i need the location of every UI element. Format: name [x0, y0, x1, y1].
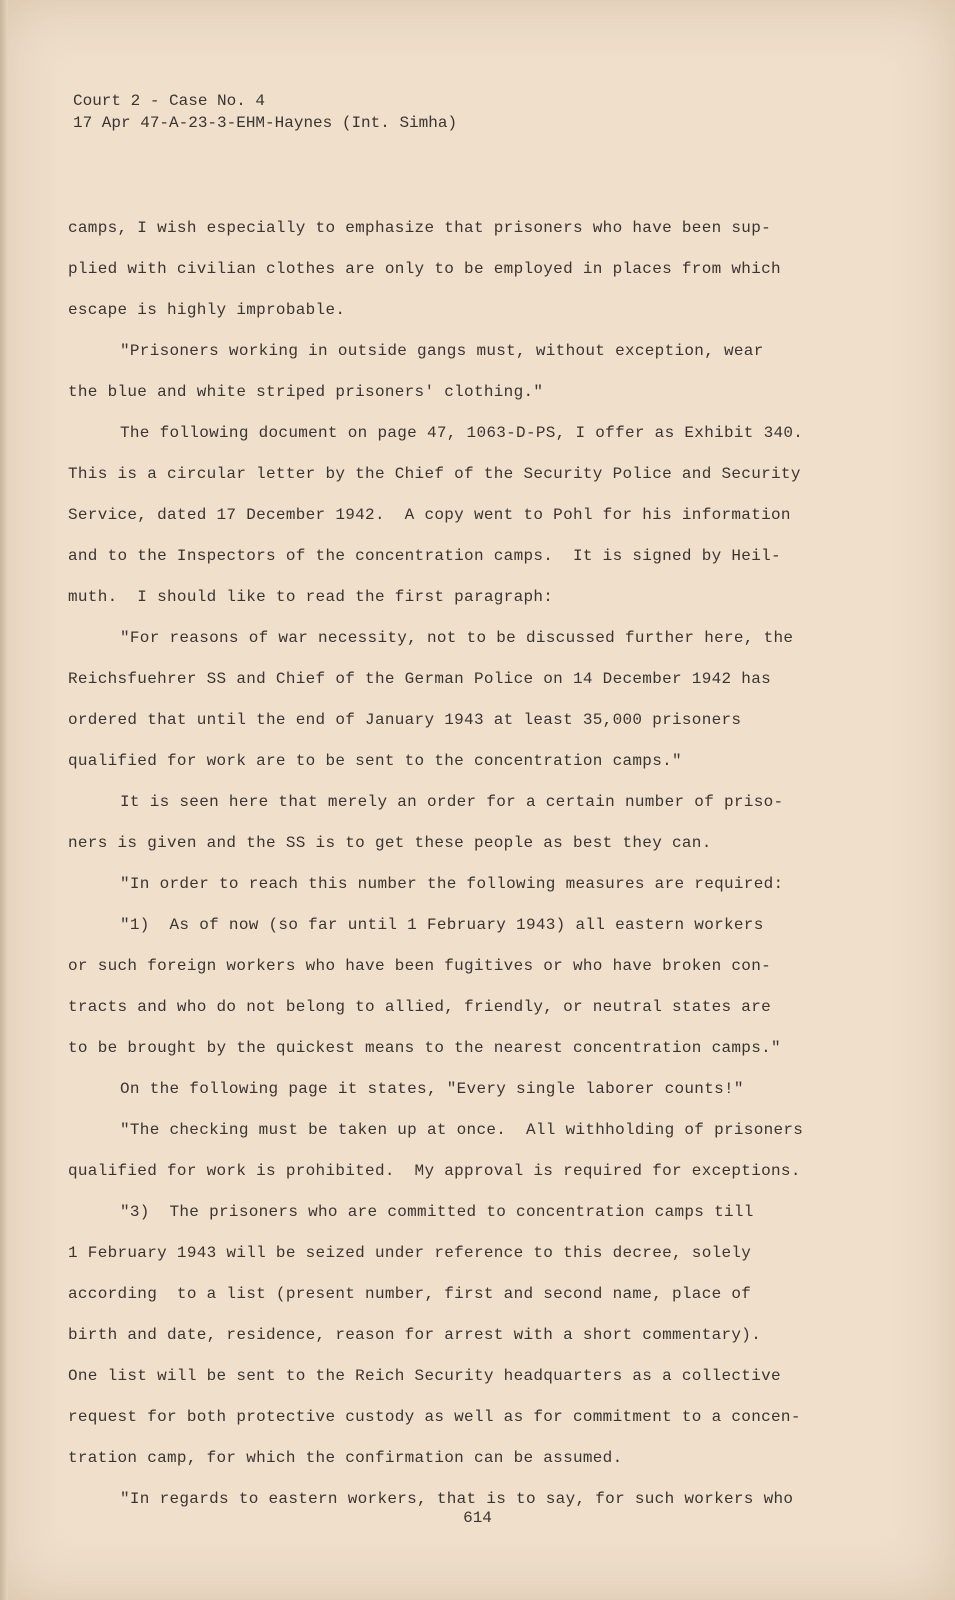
transcript-line: and to the Inspectors of the concentration camps. It is signed by Heil-: [68, 547, 781, 565]
transcript-line: or such foreign workers who have been fugitives or who have broken con-: [68, 957, 772, 975]
transcript-line: according to a list (present number, first and second name, place of: [68, 1285, 752, 1303]
header-session-line: 17 Apr 47-A-23-3-EHM-Haynes (Int. Simha): [73, 114, 458, 132]
torn-paper-edge: [0, 0, 8, 1600]
transcript-line: tration camp, for which the confirmation can be assumed.: [68, 1449, 623, 1467]
transcript-line: request for both protective custody as well as for commitment to a concen-: [68, 1408, 801, 1426]
transcript-line: It is seen here that merely an order for a certain number of priso-: [120, 793, 784, 811]
transcript-line: ordered that until the end of January 1943 at least 35,000 prisoners: [68, 711, 742, 729]
transcript-line: "3) The prisoners who are committed to concentration camps till: [120, 1203, 754, 1221]
header-case-line: Court 2 - Case No. 4: [73, 92, 266, 110]
transcript-line: "For reasons of war necessity, not to be discussed further here, the: [120, 629, 794, 647]
transcript-line: to be brought by the quickest means to the nearest concentration camps.": [68, 1039, 781, 1057]
transcript-body: [68, 208, 868, 1520]
transcript-line: "The checking must be taken up at once. All withholding of prisoners: [120, 1121, 804, 1139]
transcript-line: "Prisoners working in outside gangs must, without exception, wear: [120, 342, 764, 360]
transcript-line: camps, I wish especially to emphasize that prisoners who have been sup-: [68, 219, 772, 237]
transcript-line: Reichsfuehrer SS and Chief of the German Police on 14 December 1942 has: [68, 670, 772, 688]
transcript-line: the blue and white striped prisoners' clothing.": [68, 383, 544, 401]
transcript-line: qualified for work are to be sent to the concentration camps.": [68, 752, 682, 770]
transcript-line: This is a circular letter by the Chief of the Security Police and Security: [68, 465, 801, 483]
transcript-line: escape is highly improbable.: [68, 301, 346, 319]
page-number: 614: [463, 1509, 492, 1527]
transcript-line: plied with civilian clothes are only to be employed in places from which: [68, 260, 781, 278]
transcript-line: qualified for work is prohibited. My approval is required for exceptions.: [68, 1162, 801, 1180]
transcript-line: 1 February 1943 will be seized under reference to this decree, solely: [68, 1244, 752, 1262]
transcript-line: "In regards to eastern workers, that is to say, for such workers who: [120, 1490, 794, 1508]
transcript-line: ners is given and the SS is to get these people as best they can.: [68, 834, 712, 852]
transcript-line: The following document on page 47, 1063-D-PS, I offer as Exhibit 340.: [120, 424, 804, 442]
transcript-line: muth. I should like to read the first paragraph:: [68, 588, 554, 606]
transcript-line: "1) As of now (so far until 1 February 1943) all eastern workers: [120, 916, 764, 934]
document-header: [73, 90, 457, 134]
transcript-line: tracts and who do not belong to allied, friendly, or neutral states are: [68, 998, 772, 1016]
transcript-line: Service, dated 17 December 1942. A copy went to Pohl for his information: [68, 506, 791, 524]
transcript-line: One list will be sent to the Reich Security headquarters as a collective: [68, 1367, 781, 1385]
transcript-line: On the following page it states, "Every single laborer counts!": [120, 1080, 744, 1098]
transcript-line: birth and date, residence, reason for arrest with a short commentary).: [68, 1326, 762, 1344]
transcript-line: "In order to reach this number the following measures are required:: [120, 875, 784, 893]
